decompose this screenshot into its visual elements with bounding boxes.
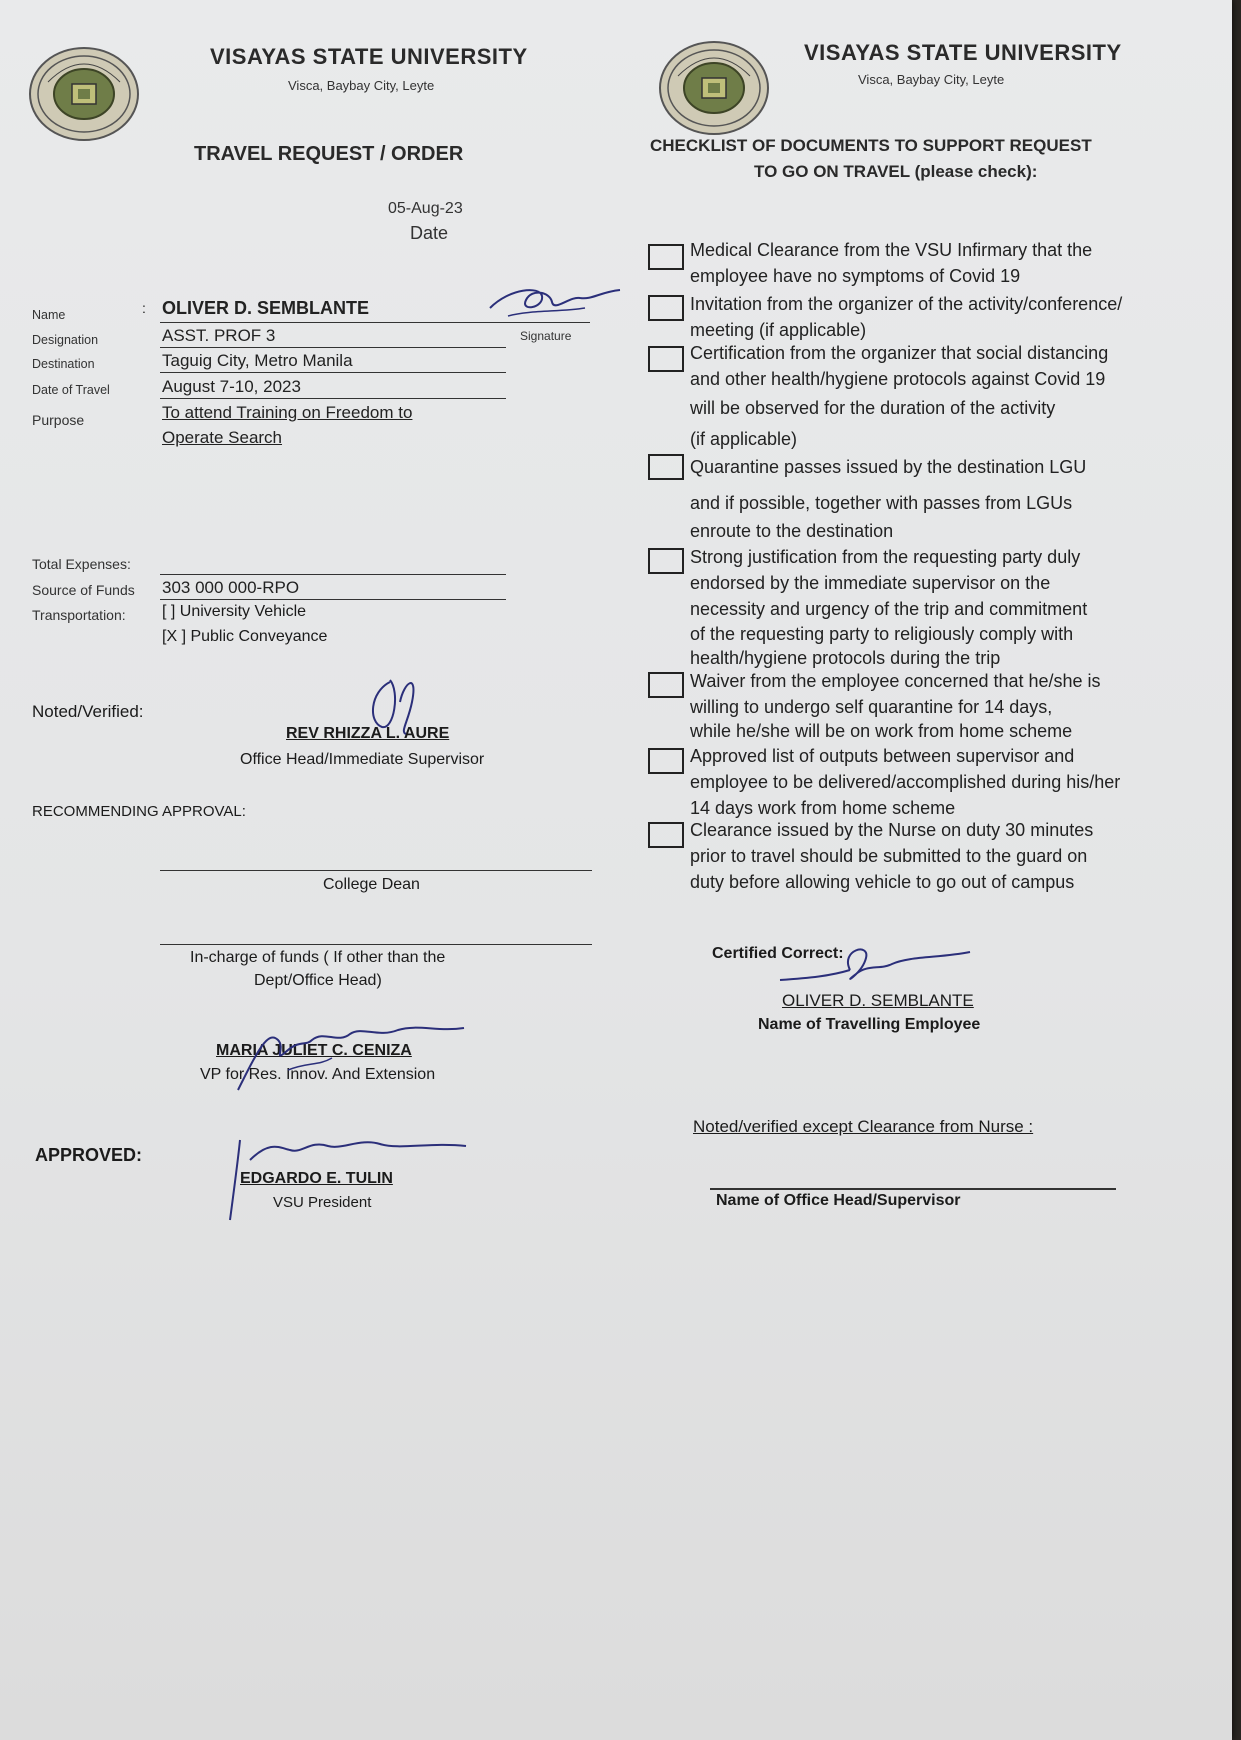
supervisor-title: Office Head/Immediate Supervisor (240, 751, 485, 768)
checklist-item-5-line-1: Strong justification from the requesting party duly (690, 547, 1081, 567)
source-of-funds-value: 303 000 000-RPO (162, 578, 300, 597)
name-value: OLIVER D. SEMBLANTE (162, 298, 370, 318)
checklist-item-7-line-2: employee to be delivered/accomplished during his/her (690, 772, 1121, 792)
checkbox-waiver[interactable] (648, 672, 684, 698)
checklist-item-5-line-3: necessity and urgency of the trip and commitment (690, 599, 1088, 619)
checklist-item-4-line-1: Quarantine passes issued by the destination LGU (690, 457, 1087, 477)
university-name: VISAYAS STATE UNIVERSITY (210, 44, 528, 69)
funds-title-line-2: Dept/Office Head) (254, 972, 382, 989)
checklist-item-3-line-1: Certification from the organizer that social distancing (690, 343, 1109, 363)
checkbox-certification[interactable] (648, 346, 684, 372)
checklist-item-2-line-2: meeting (if applicable) (690, 320, 867, 340)
noted-except-nurse: Noted/verified except Clearance from Nurse : (693, 1117, 1034, 1136)
transport-option-public-conveyance: [X ] Public Conveyance (162, 628, 328, 645)
checklist-item-7-line-1: Approved list of outputs between supervisor and (690, 746, 1075, 766)
supervisor-name: REV RHIZZA L. AURE (286, 725, 450, 742)
checklist-item-6-line-1: Waiver from the employee concerned that he/she is (690, 671, 1101, 691)
checkbox-nurse-clearance[interactable] (648, 822, 684, 848)
designation-value: ASST. PROF 3 (162, 326, 276, 345)
date-label: Date (410, 223, 449, 243)
vsu-seal-left-icon (28, 46, 140, 142)
checklist-item-5-line-5: health/hygiene protocols during the trip (690, 648, 1001, 668)
total-expenses-label: Total Expenses: (32, 556, 131, 572)
checkbox-medical-clearance[interactable] (648, 244, 684, 270)
office-head-caption: Name of Office Head/Supervisor (716, 1192, 961, 1209)
checklist-title-line-1: CHECKLIST OF DOCUMENTS TO SUPPORT REQUEST (650, 136, 1092, 155)
funds-signature-line (160, 944, 592, 945)
date-of-travel-label: Date of Travel (32, 383, 110, 397)
destination-underline (160, 372, 506, 373)
checkbox-strong-justification[interactable] (648, 548, 684, 574)
purpose-line-1: To attend Training on Freedom to (162, 403, 413, 422)
form-title: TRAVEL REQUEST / ORDER (194, 143, 464, 165)
checklist-item-8-line-1: Clearance issued by the Nurse on duty 30 minutes (690, 820, 1094, 840)
employee-name: OLIVER D. SEMBLANTE (782, 991, 974, 1010)
employee-caption: Name of Travelling Employee (758, 1016, 981, 1033)
name-underline (160, 322, 590, 323)
checklist-item-2-line-1: Invitation from the organizer of the activity/conference/ (690, 294, 1123, 314)
dean-signature-line (160, 870, 592, 871)
funds-title-line-1: In-charge of funds ( If other than the (190, 949, 446, 966)
checklist-item-3-line-3: will be observed for the duration of the activity (690, 398, 1056, 418)
date-of-travel-underline (160, 398, 506, 399)
checklist-item-1-line-1: Medical Clearance from the VSU Infirmary that the (690, 240, 1093, 260)
president-name: EDGARDO E. TULIN (240, 1170, 393, 1187)
checklist-item-6-line-2: willing to undergo self quarantine for 14 days, (690, 697, 1053, 717)
checklist-item-1-line-2: employee have no symptoms of Covid 19 (690, 266, 1021, 286)
transport-option-university-vehicle: [ ] University Vehicle (162, 603, 307, 620)
right-university-address: Visca, Baybay City, Leyte (858, 72, 1005, 87)
source-of-funds-underline (160, 599, 506, 600)
source-of-funds-label: Source of Funds (32, 582, 135, 598)
checklist-item-8-line-2: prior to travel should be submitted to the guard on (690, 846, 1088, 866)
dean-title: College Dean (323, 876, 420, 893)
date-value: 05-Aug-23 (388, 200, 463, 217)
purpose-label: Purpose (32, 412, 85, 428)
vp-title: VP for Res. Innov. And Extension (200, 1066, 436, 1083)
vsu-seal-right-icon (658, 40, 770, 136)
total-expenses-underline (160, 574, 506, 575)
recommending-approval-label: RECOMMENDING APPROVAL: (32, 803, 246, 820)
checklist-item-3-line-4: (if applicable) (690, 429, 798, 449)
checkbox-invitation[interactable] (648, 295, 684, 321)
noted-verified-label: Noted/Verified: (32, 702, 144, 721)
checklist-item-6-line-3: while he/she will be on work from home scheme (690, 721, 1073, 741)
university-address: Visca, Baybay City, Leyte (288, 78, 435, 93)
designation-underline (160, 347, 506, 348)
checklist-item-4-line-2: and if possible, together with passes from LGUs (690, 493, 1073, 513)
destination-label: Destination (32, 357, 95, 371)
certified-correct-label: Certified Correct: (712, 945, 844, 962)
checklist-item-5-line-4: of the requesting party to religiously comply with (690, 624, 1074, 644)
checklist-item-3-line-2: and other health/hygiene protocols against Covid 19 (690, 369, 1106, 389)
checklist-item-8-line-3: duty before allowing vehicle to go out of campus (690, 872, 1075, 892)
vp-name: MARIA JULIET C. CENIZA (216, 1042, 412, 1059)
colon: : (142, 300, 146, 316)
date-of-travel-value: August 7-10, 2023 (162, 377, 301, 396)
destination-value: Taguig City, Metro Manila (162, 351, 353, 370)
checkbox-approved-outputs[interactable] (648, 748, 684, 774)
checklist-title-line-2: TO GO ON TRAVEL (please check): (754, 162, 1038, 181)
checklist-item-5-line-2: endorsed by the immediate supervisor on the (690, 573, 1051, 593)
signature-label: Signature (520, 329, 572, 343)
designation-label: Designation (32, 333, 99, 347)
checkbox-quarantine-passes[interactable] (648, 454, 684, 480)
checklist-item-7-line-3: 14 days work from home scheme (690, 798, 956, 818)
right-university-name: VISAYAS STATE UNIVERSITY (804, 40, 1122, 65)
name-label: Name (32, 308, 66, 322)
purpose-line-2: Operate Search (162, 428, 283, 447)
office-head-signature-line (710, 1188, 1116, 1190)
approved-label: APPROVED: (35, 1145, 143, 1165)
president-title: VSU President (273, 1194, 372, 1211)
applicant-signature-icon (480, 278, 625, 328)
checklist-item-4-line-3: enroute to the destination (690, 521, 894, 541)
transportation-label: Transportation: (32, 607, 126, 623)
